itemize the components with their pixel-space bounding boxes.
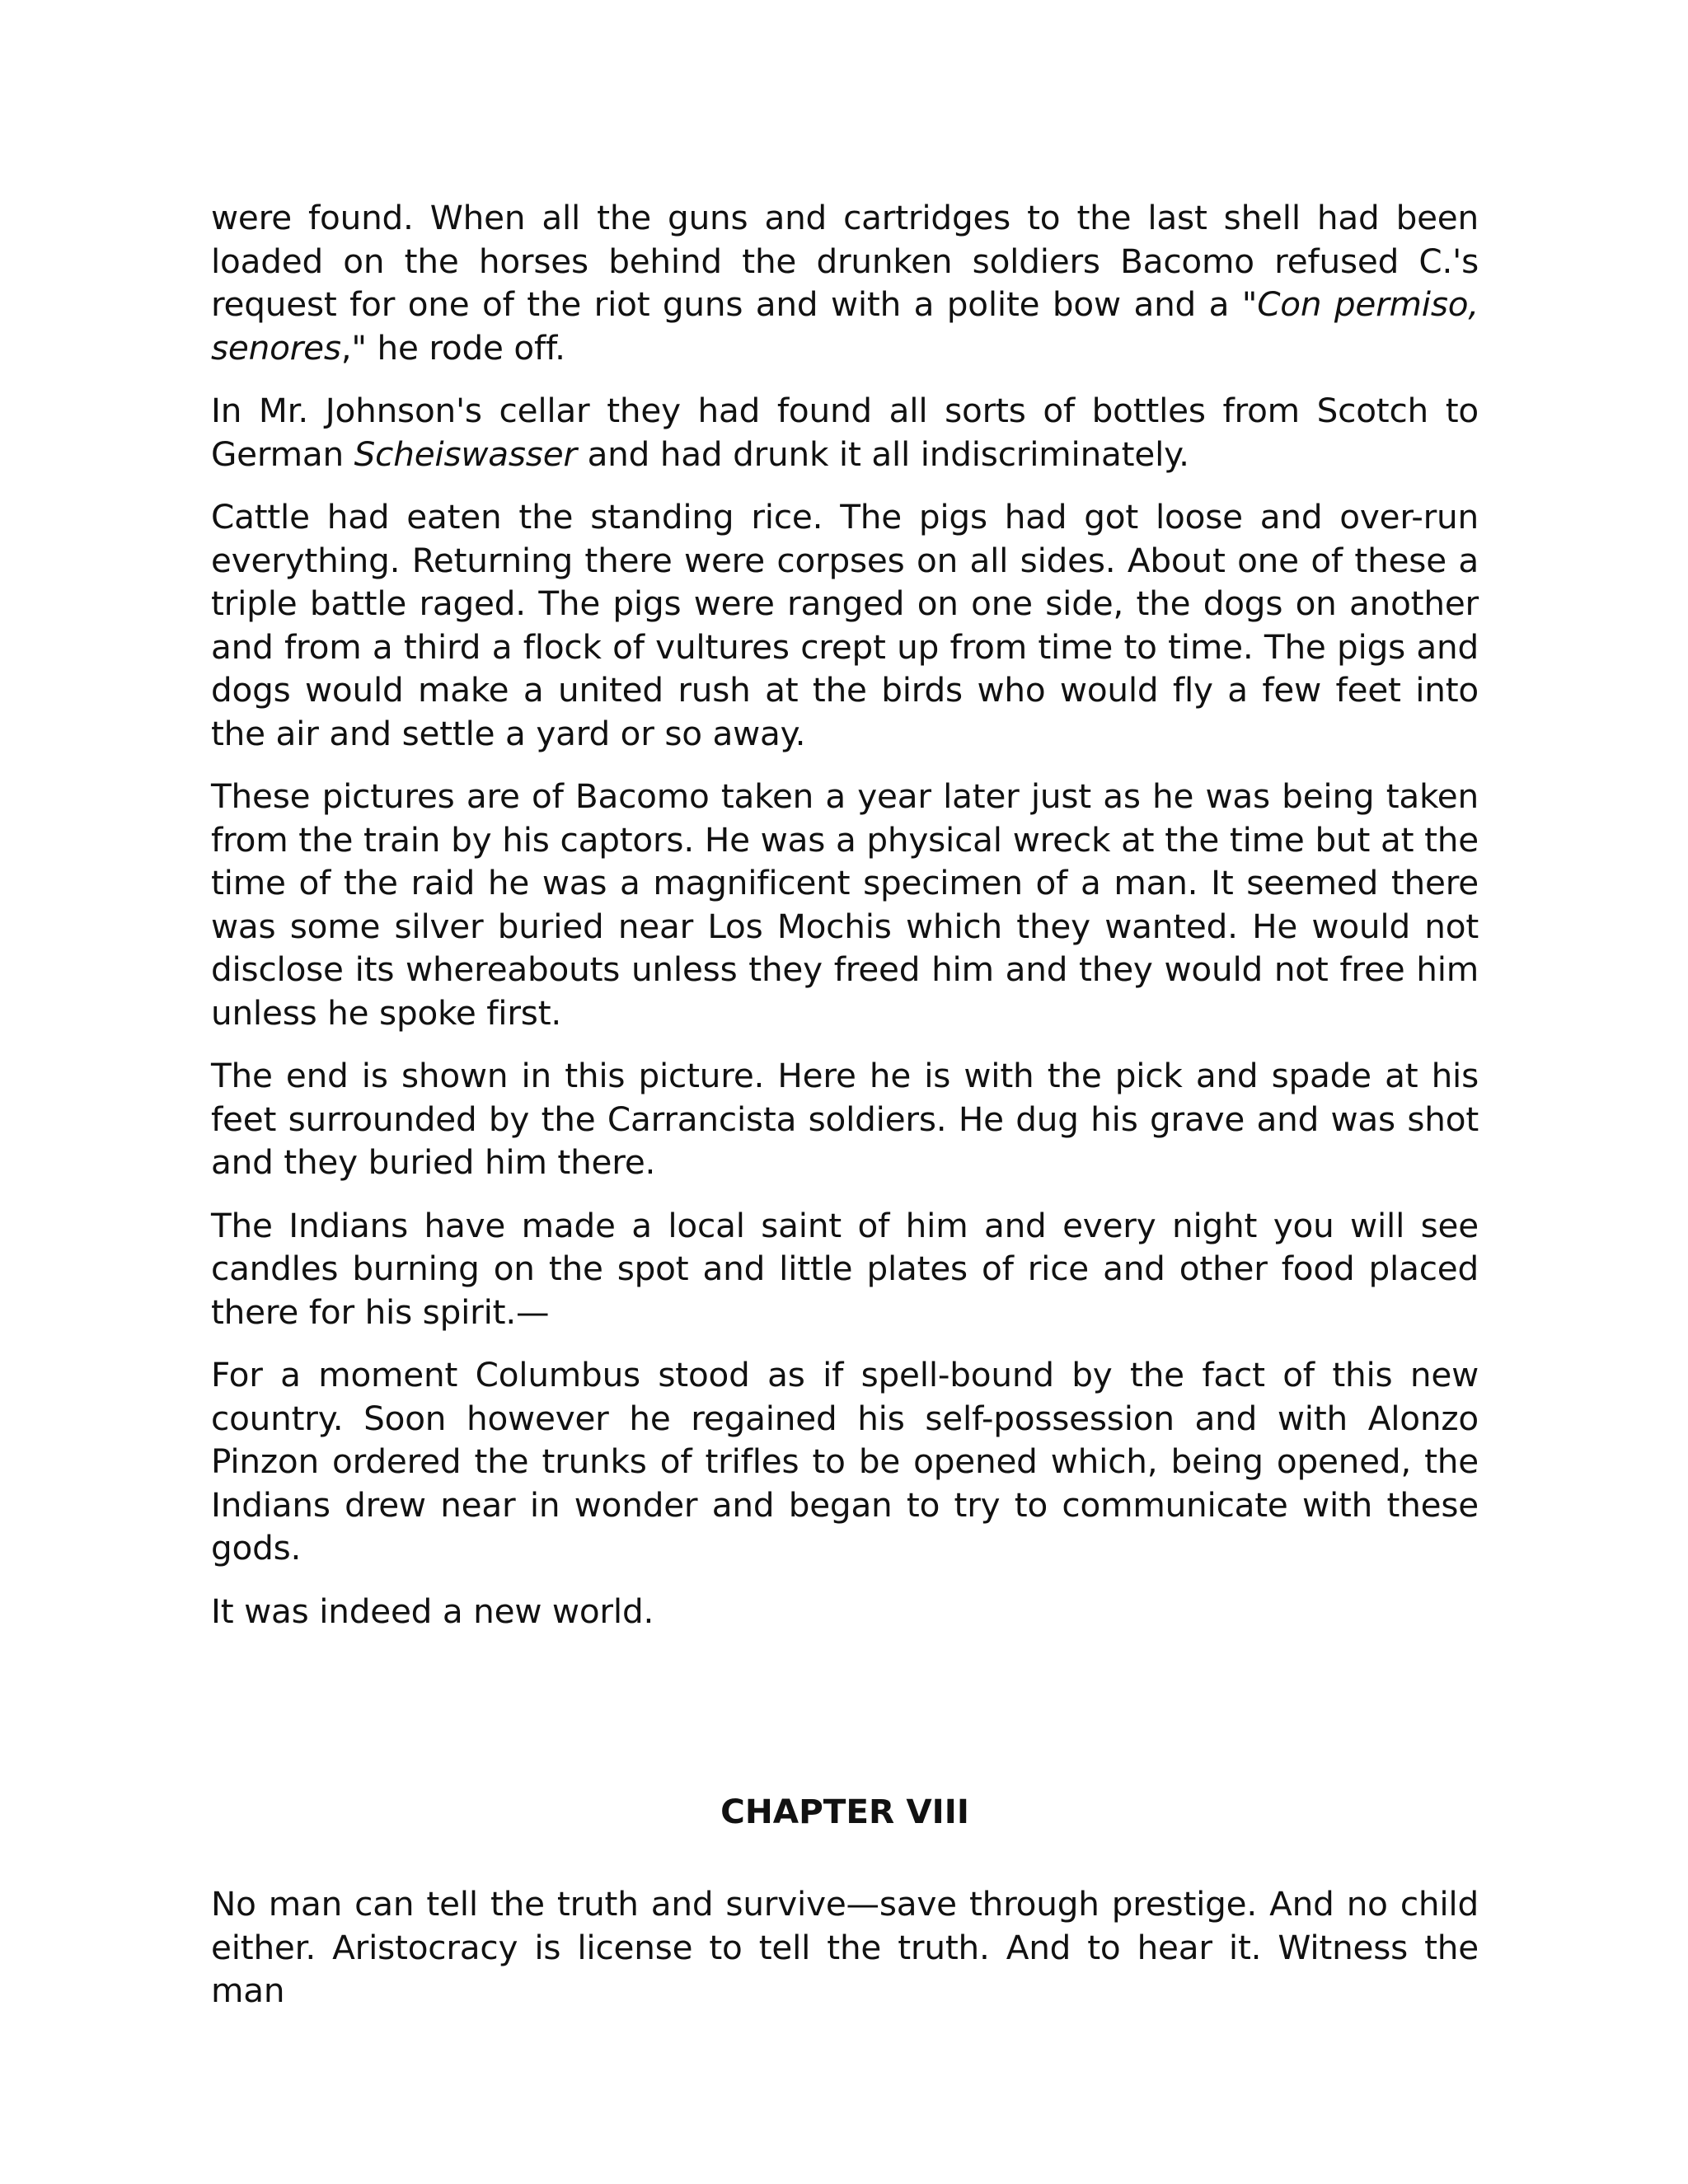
chapter-heading: CHAPTER VIII	[720, 1792, 969, 1831]
paragraph-3: Cattle had eaten the standing rice. The pigs had got loose and over-run everything. Returning there were corpses on all sides. About one of these a triple battle raged. The pigs were ranged on one side, the dogs on another and from a third a flock of vultures crept up from time to time. The pigs and dogs would make a united rush at the birds who would fly a few feet into the air and settle a yard or so away.	[211, 497, 1479, 753]
paragraph-1	[211, 196, 1479, 369]
paragraph-1-text-end: ," he rode off.	[340, 327, 565, 368]
paragraph-8: It was indeed a new world.	[211, 1591, 654, 1631]
paragraph-5: The end is shown in this picture. Here he is with the pick and spade at his feet surrounded by the Carrancista soldiers. He dug his grave and was shot and they buried him there.	[211, 1056, 1479, 1182]
paragraph-1-text-start: were found. When all the guns and cartridges to the last shell had been loaded on the horses behind the drunken soldiers Bacomo refused C.'s request for one of the riot guns and with a polite bow and a "	[211, 198, 1479, 324]
paragraph-7: For a moment Columbus stood as if spell-bound by the fact of this new country. Soon however he regained his self-possession and with Alonzo Pinzon ordered the trunks of trifles to be opened which, being opened, the Indians drew near in wonder and began to try to communicate with these gods.	[211, 1355, 1479, 1568]
paragraph-2-text-end: and had drunk it all indiscriminately.	[576, 434, 1189, 474]
paragraph-2-italic-word: Scheiswasser	[354, 434, 577, 474]
chapter-opening-paragraph: No man can tell the truth and survive—save through prestige. And no child either. Aristocracy is license to tell the truth. And to hear it. Witness the man	[211, 1884, 1479, 2010]
paragraph-4: These pictures are of Bacomo taken a year later just as he was being taken from the train by his captors. He was a physical wreck at the time but at the time of the raid he was a magnificent specimen of a man. It seemed there was some silver buried near Los Mochis which they wanted. He would not disclose its whereabouts unless they freed him and they would not free him unless he spoke first.	[211, 776, 1479, 1033]
paragraph-1-italic-phrase: Con permiso, senores	[211, 284, 1479, 368]
paragraph-2-text-start: In Mr. Johnson's cellar they had found all sorts of bottles from Scotch to German	[211, 391, 1479, 474]
chapter-body	[211, 1882, 1479, 2032]
paragraph-2	[211, 389, 1479, 476]
document-body	[211, 196, 1479, 1652]
paragraph-6: The Indians have made a local saint of him and every night you will see candles burning on the spot and little plates of rice and other food placed there for his spirit.—	[211, 1205, 1479, 1332]
